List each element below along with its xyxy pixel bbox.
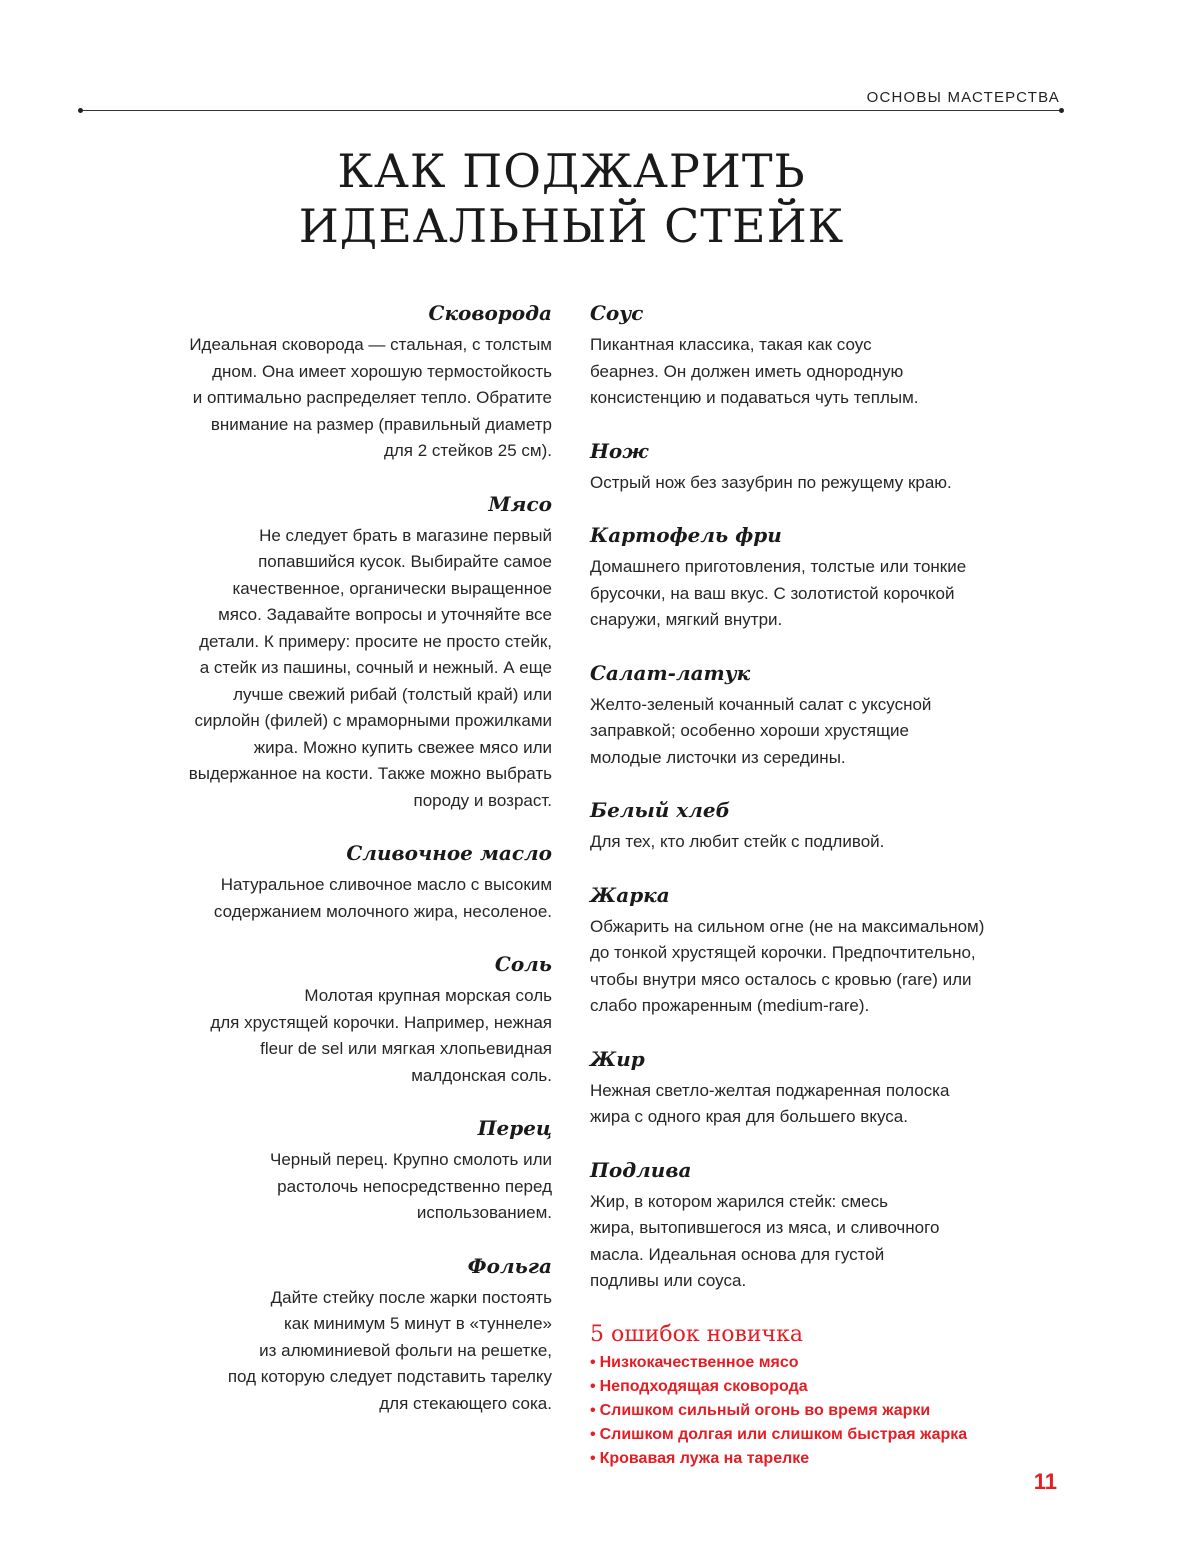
section-heading: Жир	[590, 1046, 645, 1071]
section-heading: Картофель фри	[590, 523, 782, 547]
section-text	[120, 523, 552, 815]
text-line: Жир, в котором жарился стейк: смесь	[590, 1191, 888, 1211]
text-line: использованием.	[416, 1203, 552, 1222]
section-heading: Перец	[477, 1116, 552, 1140]
ingredient-section	[120, 300, 552, 465]
text-line: а стейк из пашины, сочный и нежный. А еще	[199, 658, 552, 677]
ingredient-section	[590, 1157, 1060, 1295]
ingredient-section	[120, 1115, 552, 1227]
running-header: ОСНОВЫ МАСТЕРСТВА	[866, 89, 1060, 106]
mistake-text: Кровавая лужа на тарелке	[599, 1449, 810, 1467]
text-line: снаружи, мягкий внутри.	[590, 610, 783, 629]
section-text	[590, 1078, 1060, 1131]
mistake-text: Низкокачественное мясо	[599, 1353, 799, 1371]
text-line: жира, вытопившегося из мяса, и сливочного	[590, 1218, 940, 1237]
mistake-item	[590, 1351, 1060, 1375]
ingredient-section	[120, 491, 552, 815]
text-line: Желто-зеленый кочанный салат с уксусной	[590, 694, 932, 714]
text-line: для хрустящей корочки. Например, нежная	[210, 1012, 552, 1032]
text-line: Идеальная сковорода — стальная, с толстым	[189, 335, 552, 354]
mistake-text: Неподходящая сковорода	[599, 1377, 808, 1395]
text-line: детали. К примеру: просите не просто стейк,	[199, 631, 552, 651]
ingredient-section	[590, 660, 1060, 772]
mistake-item	[590, 1399, 1060, 1423]
text-line: лучше свежий рибай (толстый край) или	[233, 684, 552, 704]
text-line: заправкой; особенно хороши хрустящие	[590, 721, 910, 740]
section-text	[590, 1189, 1060, 1295]
text-line: Молотая крупная морская соль	[304, 986, 552, 1005]
text-line: Острый нож без зазубрин по режущему краю.	[590, 472, 952, 492]
text-line: Натуральное сливочное масло с высоким	[220, 875, 552, 894]
text-line: внимание на размер (правильный диаметр	[210, 414, 552, 434]
section-text	[120, 1147, 552, 1227]
ingredient-section	[120, 951, 552, 1089]
section-heading: Мясо	[488, 491, 552, 516]
ingredient-section	[590, 522, 1060, 634]
text-line: консистенцию и подаваться чуть теплым.	[590, 388, 919, 407]
bullet-icon: •	[590, 1401, 596, 1419]
section-text	[590, 914, 1060, 1020]
section-text	[590, 829, 1060, 856]
ingredient-section	[590, 797, 1060, 856]
text-line: попавшийся кусок. Выбирайте самое	[258, 552, 552, 571]
text-line: Домашнего приготовления, толстые или тонкие	[590, 557, 967, 576]
ingredient-section	[120, 1253, 552, 1418]
page-title	[0, 144, 1143, 254]
rule-end-dot	[78, 108, 83, 113]
text-line: мясо. Задавайте вопросы и уточняйте все	[218, 605, 552, 624]
mistake-text: Слишком сильный огонь во время жарки	[599, 1401, 931, 1419]
title-line: ИДЕАЛЬНЫЙ СТЕЙК	[298, 199, 845, 253]
section-text	[120, 1285, 552, 1418]
text-line: из алюминиевой фольги на решетке,	[259, 1340, 552, 1360]
section-text	[120, 983, 552, 1089]
text-line: до тонкой хрустящей корочки. Предпочтительно,	[590, 943, 976, 962]
text-line: сирлойн (филей) с мраморными прожилками	[194, 711, 552, 730]
section-heading: Жарка	[590, 882, 670, 907]
text-line: молодые листочки из середины.	[590, 747, 846, 767]
header-rule	[80, 110, 1062, 111]
section-heading: Фольга	[467, 1253, 552, 1278]
section-text	[590, 332, 1060, 412]
ingredient-section	[590, 882, 1060, 1020]
bullet-icon: •	[590, 1449, 596, 1467]
text-line: как минимум 5 минут в «туннеле»	[283, 1314, 552, 1333]
section-heading: Сливочное масло	[346, 841, 552, 865]
text-line: беарнез. Он должен иметь однородную	[590, 361, 904, 381]
mistake-item	[590, 1423, 1060, 1447]
mistake-text: Слишком долгая или слишком быстрая жарка	[599, 1425, 968, 1443]
text-line: Обжарить на сильном огне (не на максимальном)	[590, 916, 985, 936]
text-line: содержанием молочного жира, несоленое.	[213, 901, 552, 921]
text-line: и оптимально распределяет тепло. Обратите	[192, 388, 552, 407]
text-line: Дайте стейку после жарки постоять	[270, 1287, 552, 1307]
text-line: малдонская соль.	[411, 1065, 552, 1085]
bullet-icon: •	[590, 1425, 596, 1443]
text-line: fleur de sel или мягкая хлопьевидная	[260, 1039, 552, 1058]
mistake-item	[590, 1447, 1060, 1471]
text-line: Черный перец. Крупно смолоть или	[270, 1150, 552, 1169]
right-column	[590, 300, 1060, 1471]
text-line: для 2 стейков 25 см).	[383, 441, 552, 460]
text-line: Для тех, кто любит стейк с подливой.	[590, 832, 885, 851]
mistakes-title: 5 ошибок новичка	[590, 1321, 803, 1347]
text-line: Не следует брать в магазине первый	[259, 525, 552, 545]
text-line: дном. Она имеет хорошую термостойкость	[212, 361, 552, 381]
text-line: слабо прожаренным (medium-rare).	[590, 996, 870, 1015]
rule-end-dot	[1059, 108, 1064, 113]
section-text	[590, 554, 1060, 634]
section-heading: Сковорода	[428, 301, 552, 325]
text-line: выдержанное на кости. Также можно выбрать	[188, 764, 552, 783]
beginner-mistakes-box	[590, 1321, 1060, 1471]
section-text	[590, 692, 1060, 772]
section-heading: Нож	[590, 438, 649, 463]
right-sections	[590, 300, 1060, 1295]
left-column	[120, 300, 552, 1443]
ingredient-section	[120, 840, 552, 925]
section-heading: Салат-латук	[590, 660, 751, 685]
bullet-icon: •	[590, 1377, 596, 1395]
section-text	[120, 872, 552, 925]
text-line: под которую следует подставить тарелку	[227, 1367, 552, 1386]
mistakes-list	[590, 1351, 1060, 1471]
bullet-icon: •	[590, 1353, 596, 1371]
ingredient-section	[590, 1046, 1060, 1131]
section-heading: Подлива	[590, 1157, 692, 1182]
text-line: Пикантная классика, такая как соус	[590, 335, 872, 354]
section-heading: Белый хлеб	[590, 798, 731, 822]
text-line: качественное, органически выращенное	[232, 578, 552, 598]
text-line: Нежная светло-желтая поджаренная полоска	[590, 1080, 950, 1100]
text-line: жира. Можно купить свежее мясо или	[253, 737, 552, 757]
text-line: брусочки, на ваш вкус. С золотистой корочкой	[590, 583, 955, 603]
text-line: породу и возраст.	[413, 790, 552, 810]
text-line: растолочь непосредственно перед	[277, 1176, 552, 1196]
ingredient-section	[590, 438, 1060, 497]
ingredient-section	[590, 300, 1060, 412]
mistake-item	[590, 1375, 1060, 1399]
text-line: жира с одного края для большего вкуса.	[590, 1107, 908, 1126]
text-line: для стекающего сока.	[379, 1393, 552, 1413]
section-text	[590, 470, 1060, 497]
text-line: чтобы внутри мясо осталось с кровью (rare) или	[590, 969, 972, 989]
section-heading: Соус	[590, 301, 644, 325]
text-line: подливы или соуса.	[590, 1271, 747, 1290]
section-text	[120, 332, 552, 465]
section-heading: Соль	[494, 952, 552, 976]
page-number: 11	[1033, 1469, 1057, 1494]
title-line: КАК ПОДЖАРИТЬ	[337, 144, 806, 198]
text-line: масла. Идеальная основа для густой	[590, 1244, 885, 1264]
